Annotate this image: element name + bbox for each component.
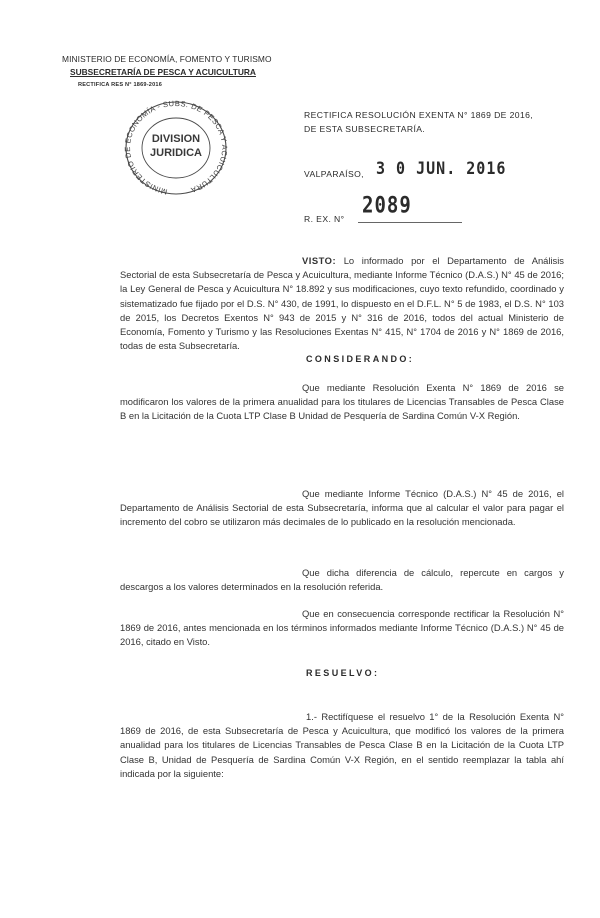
considerando-paragraph-2: Que mediante Informe Técnico (D.A.S.) N° 45 de 2016, el Departamento de Análisis Sectorial de esta Subsecretaría, informa que al calcular el valor para pagar el incremento del cobro se utilizaron más decimales de lo publicado en la resolución mencionada. [120, 488, 564, 528]
header-reference: RECTIFICA RES N° 1869-2016 [78, 82, 163, 88]
undersecretariat-name: SUBSECRETARÍA DE PESCA Y ACUICULTURA [70, 67, 256, 77]
considerando-paragraph-3: Que dicha diferencia de cálculo, repercute en cargos y descargos a los valores determinados en la resolución referida. [120, 567, 564, 593]
place-label: VALPARAÍSO, [304, 169, 364, 179]
considerando-heading: CONSIDERANDO: [306, 354, 415, 364]
resolution-number-line [358, 222, 462, 223]
resolution-subject [304, 108, 564, 136]
division-juridica-seal [108, 98, 244, 198]
considerando-paragraph-1: Que mediante Resolución Exenta N° 1869 de 2016 se modificaron los valores de la primera anualidad para los titulares de Licencias Transables de Pesca Clase B en la Licitación de la Cuota LTP Clase B Unidad de Pesquería de Sardina Común V-X Región. [120, 382, 564, 422]
seal-line-1: DIVISION [151, 133, 201, 145]
resuelvo-heading: RESUELVO: [306, 668, 380, 678]
resolution-number: 2089 [362, 193, 412, 219]
date-stamp: 3 0 JUN. 2016 [376, 158, 507, 179]
resolution-number-label: R. EX. N° [304, 214, 345, 224]
seal-line-2: JURIDICA [150, 147, 202, 159]
visto-label: VISTO: [302, 255, 337, 266]
resuelvo-item-1: 1.- Rectifíquese el resuelvo 1° de la Resolución Exenta N° 1869 de 2016, de esta Subsecretaría de Pesca y Acuicultura, que modificó los valores de la primera anualidad para los titulares de Licencias Transables de Pesca Clase B en la Licitación de la Cuota LTP Clase B, Unidad de Pesquería de Sardina Común V-X Región, en el sentido reemplazar la tabla ahí indicada por la siguiente: [120, 711, 564, 779]
visto-text: Lo informado por el Departamento de Análisis Sectorial de esta Subsecretaría de Pesca y Acuicultura, mediante Informe Técnico (D.A.S.) N° 45 de 2016; la Ley General de Pesca y Acuicultura N° 18.892 y sus modificaciones, cuyo texto refundido, coordinado y sistematizado fue fijado por el D.S. N° 430, de 1991, lo dispuesto en el D.F.L. N° 5 de 1983, el D.S. N° 103 de 2015, los Decretos Exentos N° 943 de 2015 y N° 316 de 2016, todos del actual Ministerio de Economía, Fomento y Turismo y las Resoluciones Exentas N° 415, N° 1704 de 2016 y N° 1869 de 2016, todas de esta Subsecretaría. [120, 255, 564, 352]
subject-line-2: DE ESTA SUBSECRETARÍA. [304, 124, 426, 134]
considerando-paragraph-4: Que en consecuencia corresponde rectificar la Resolución N° 1869 de 2016, antes mencionada en los términos informados mediante Informe Técnico (D.A.S.) N° 45 de 2016, citado en Visto. [120, 608, 564, 648]
seal-ring-text: MINISTERIO DE ECONOMÍA - SUBS. DE PESCA Y ACUICULTURA [122, 98, 230, 197]
ministry-name: MINISTERIO DE ECONOMÍA, FOMENTO Y TURISMO [62, 54, 272, 64]
subject-line-1: RECTIFICA RESOLUCIÓN EXENTA N° 1869 DE 2016, [304, 110, 534, 120]
visto-section [120, 254, 564, 353]
